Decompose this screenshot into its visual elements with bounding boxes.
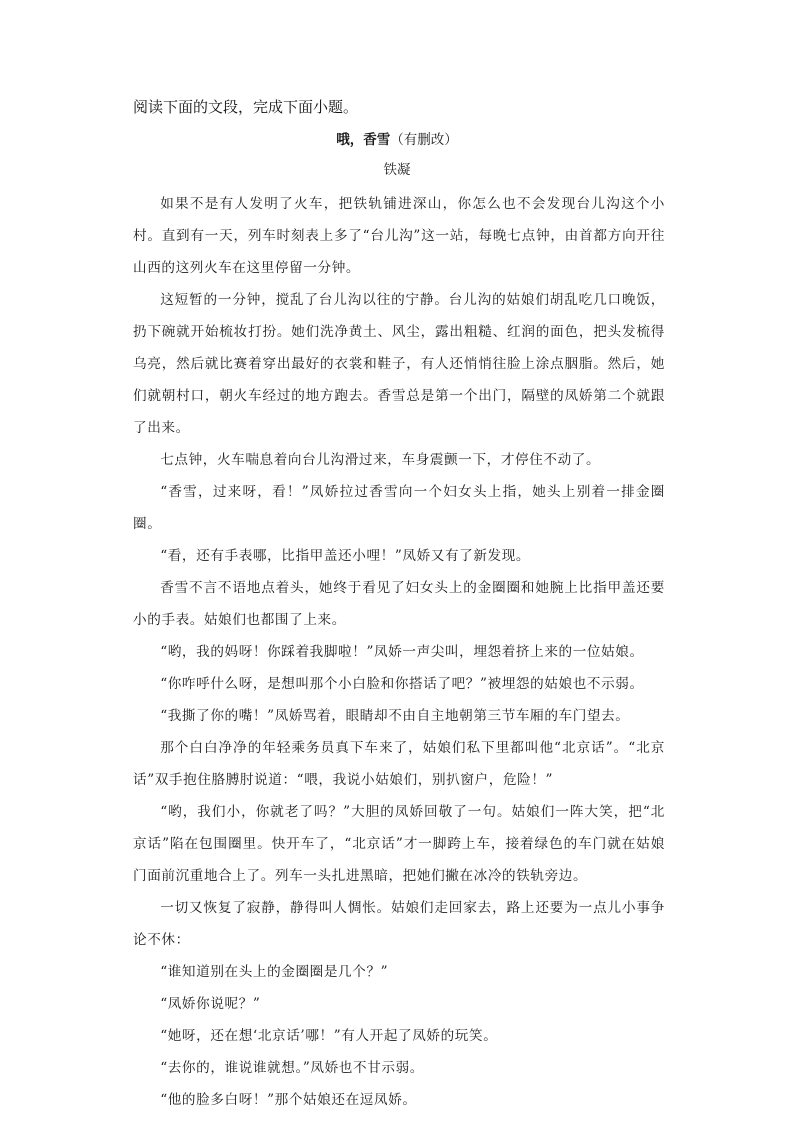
paragraph: “他的脸多白呀！”那个姑娘还在逗凤娇。	[160, 1092, 417, 1108]
paragraph: “香雪，过来呀，看！”凤娇拉过香雪向一个妇女头上指，她头上别着一排金圈圈。	[133, 484, 665, 532]
paragraph: “她呀，还在想‘北京话’哪！”有人开起了凤娇的玩笑。	[160, 1028, 498, 1044]
paragraph: “谁知道别在头上的金圈圈是几个？”	[160, 964, 389, 980]
paragraph: 一切又恢复了寂静，静得叫人惆怅。姑娘们走回家去，路上还要为一点儿小事争论不休：	[133, 900, 665, 948]
paragraph: “哟，我的妈呀！你踩着我脚啦！”凤娇一声尖叫，埋怨着挤上来的一位姑娘。	[160, 644, 644, 660]
paragraph: “哟，我们小，你就老了吗？”大胆的凤娇回敬了一句。姑娘们一阵大笑，把“北京话”陷在包围圈里。快开车了，“北京话”才一脚跨上车，接着绿色的车门就在姑娘门面前沉重地合上了。列车一头扎进黑暗，把她们撇在冰冷的铁轨旁边。	[133, 804, 665, 884]
article-author: 铁凝	[383, 162, 411, 178]
paragraph: 香雪不言不语地点着头，她终于看见了妇女头上的金圈圈和她腕上比指甲盖还要小的手表。姑娘们也都围了上来。	[133, 580, 665, 628]
article-body	[133, 188, 665, 1116]
paragraph: “看，还有手表哪，比指甲盖还小哩！”凤娇又有了新发现。	[160, 548, 531, 564]
paragraph: “我撕了你的嘴！”凤娇骂着，眼睛却不由自主地朝第三节车厢的车门望去。	[160, 708, 630, 724]
paragraph: “你咋呼什么呀，是想叫那个小白脸和你搭话了吧？”被埋怨的姑娘也不示弱。	[160, 676, 644, 692]
paragraph: 这短暂的一分钟，搅乱了台儿沟以往的宁静。台儿沟的姑娘们胡乱吃几口晚饭，扔下碗就开始梳妆打扮。她们洗净黄土、风尘，露出粗糙、红润的面色，把头发梳得乌亮，然后就比赛着穿出最好的衣裳和鞋子，有人还悄悄往脸上涂点胭脂。然后，她们就朝村口，朝火车经过的地方跑去。香雪总是第一个出门，隔壁的凤娇第二个就跟了出来。	[133, 292, 665, 436]
paragraph: 那个白白净净的年轻乘务员真下车来了，姑娘们私下里都叫他“北京话”。“北京话”双手抱住胳膊肘说道：“喂，我说小姑娘们，别扒窗户，危险！”	[133, 740, 665, 788]
question-instruction: 阅读下面的文段，完成下面小题。	[133, 98, 359, 116]
paragraph: 如果不是有人发明了火车，把铁轨铺进深山，你怎么也不会发现台儿沟这个小村。直到有一天，列车时刻表上多了“台儿沟”这一站，每晚七点钟，由首都方向开往山西的这列火车在这里停留一分钟。	[133, 196, 665, 276]
article-title	[0, 130, 794, 150]
article-title-note: （有删改）	[390, 132, 458, 148]
paragraph: “去你的，谁说谁就想。”凤娇也不甘示弱。	[160, 1060, 424, 1076]
paragraph: 七点钟，火车喘息着向台儿沟滑过来，车身震颤一下，才停住不动了。	[160, 452, 601, 468]
paragraph: “凤娇你说呢？”	[160, 996, 261, 1012]
article-title-text: 哦，香雪	[336, 132, 391, 148]
